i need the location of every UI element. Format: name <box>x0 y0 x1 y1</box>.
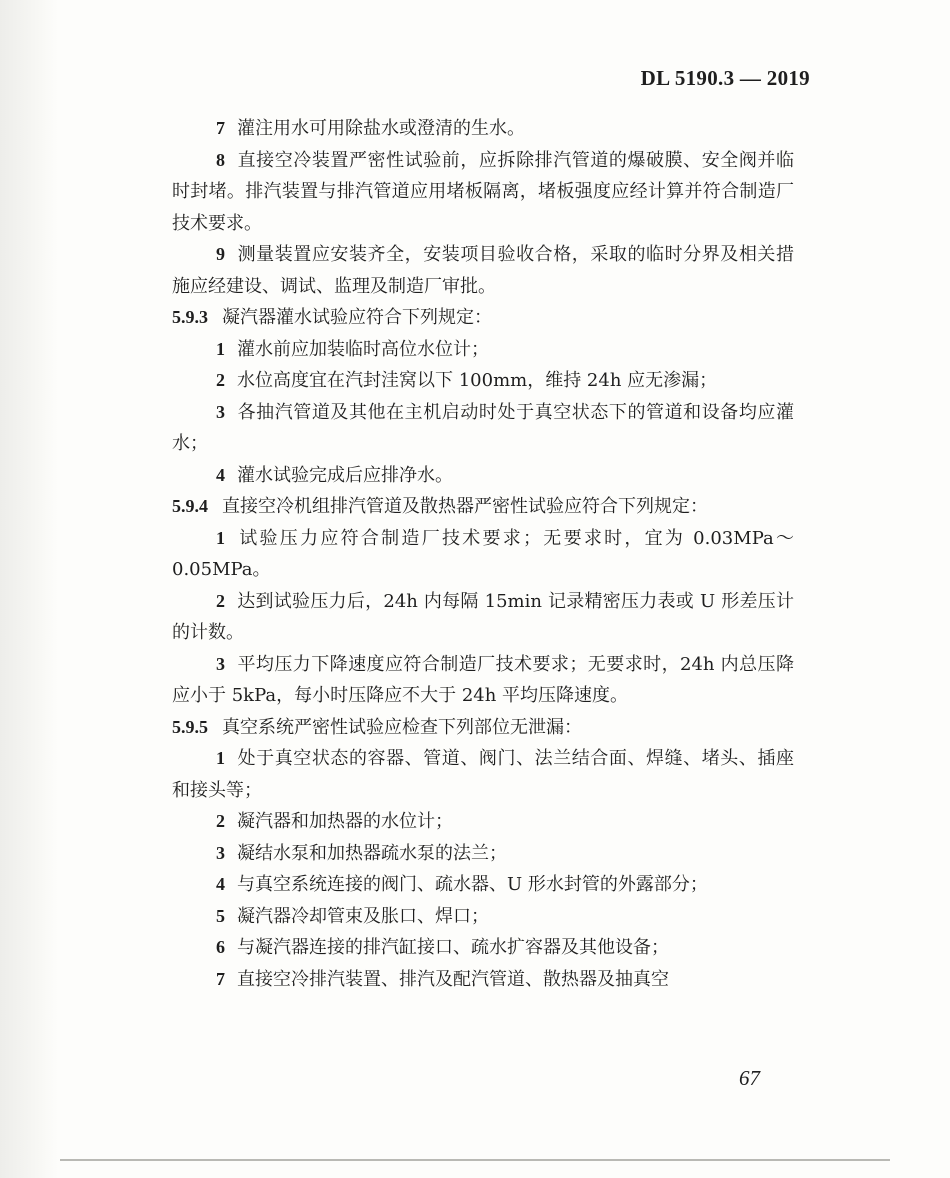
item-number: 3 <box>216 653 225 674</box>
item-number: 1 <box>216 527 225 548</box>
section-number: 5.9.3 <box>172 307 208 327</box>
section-text: 直接空冷机组排汽管道及散热器严密性试验应符合下列规定： <box>222 496 708 517</box>
bottom-edge-line <box>60 1159 890 1161</box>
page-number: 67 <box>739 1066 760 1090</box>
item-number: 4 <box>216 874 225 894</box>
item-number: 2 <box>216 590 225 611</box>
item-number: 2 <box>216 370 225 390</box>
section-heading <box>172 491 794 523</box>
section-number: 5.9.5 <box>172 716 208 737</box>
paragraph-item <box>172 806 794 838</box>
paragraph-item <box>172 145 794 240</box>
item-text: 凝汽器和加热器的水位计； <box>237 811 453 832</box>
paragraph-item <box>172 523 794 586</box>
standard-code-header: DL 5190.3 — 2019 <box>640 66 810 90</box>
item-text: 测量装置应安装齐全，安装项目验收合格，采取的临时分界及相关措施应经建设、调试、监理及制造厂审批。 <box>172 244 794 297</box>
item-text: 直接空冷排汽装置、排汽及配汽管道、散热器及抽真空 <box>237 968 669 990</box>
item-text: 水位高度宜在汽封洼窝以下 100mm，维持 24h 应无渗漏； <box>237 370 718 391</box>
item-text: 灌水试验完成后应排净水。 <box>237 464 453 486</box>
item-text: 达到试验压力后，24h 内每隔 15min 记录精密压力表或 U 形差压计的计数。 <box>172 590 794 643</box>
paragraph-item <box>172 743 794 806</box>
section-heading <box>172 302 794 334</box>
paragraph-item <box>172 460 794 492</box>
item-number: 7 <box>216 118 225 138</box>
section-heading <box>172 712 794 744</box>
item-number: 3 <box>216 401 225 422</box>
item-text: 与凝汽器连接的排汽缸接口、疏水扩容器及其他设备； <box>237 937 669 958</box>
paragraph-item <box>172 932 794 964</box>
item-number: 2 <box>216 811 225 831</box>
paragraph-item <box>172 239 794 302</box>
item-number: 3 <box>216 842 225 863</box>
item-number: 4 <box>216 464 225 485</box>
item-number: 1 <box>216 748 225 768</box>
paragraph-item <box>172 869 794 901</box>
item-text: 灌水前应加装临时高位水位计； <box>237 338 489 360</box>
item-number: 5 <box>216 905 225 926</box>
item-number: 6 <box>216 937 225 957</box>
paragraph-item <box>172 901 794 933</box>
scan-edge-shadow <box>0 0 58 1178</box>
section-text: 真空系统严密性试验应检查下列部位无泄漏： <box>222 716 582 738</box>
item-text: 试验压力应符合制造厂技术要求；无要求时，宜为 0.03MPa～0.05MPa。 <box>172 527 794 580</box>
section-number: 5.9.4 <box>172 496 208 516</box>
paragraph-item <box>172 586 794 649</box>
body-text <box>172 113 794 995</box>
item-text: 处于真空状态的容器、管道、阀门、法兰结合面、焊缝、堵头、插座和接头等； <box>172 748 794 801</box>
item-number: 9 <box>216 244 225 264</box>
item-number: 1 <box>216 338 225 359</box>
paragraph-item <box>172 397 794 460</box>
item-number: 8 <box>216 149 225 170</box>
item-text: 凝结水泵和加热器疏水泵的法兰； <box>237 842 507 864</box>
paragraph-item <box>172 838 794 870</box>
paragraph-item <box>172 964 794 996</box>
section-text: 凝汽器灌水试验应符合下列规定： <box>222 307 492 328</box>
paragraph-item <box>172 113 794 145</box>
paragraph-item <box>172 334 794 366</box>
item-text: 直接空冷装置严密性试验前，应拆除排汽管道的爆破膜、安全阀并临时封堵。排汽装置与排汽管道应用堵板隔离，堵板强度应经计算并符合制造厂技术要求。 <box>172 149 794 234</box>
paragraph-item <box>172 365 794 397</box>
item-text: 灌注用水可用除盐水或澄清的生水。 <box>237 118 525 139</box>
paragraph-item <box>172 649 794 712</box>
item-text: 各抽汽管道及其他在主机启动时处于真空状态下的管道和设备均应灌水； <box>172 401 794 454</box>
item-text: 凝汽器冷却管束及胀口、焊口； <box>237 905 489 927</box>
item-text: 与真空系统连接的阀门、疏水器、U 形水封管的外露部分； <box>237 874 708 895</box>
item-text: 平均压力下降速度应符合制造厂技术要求；无要求时，24h 内总压降应小于 5kPa，每小时压降应不大于 24h 平均压降速度。 <box>172 653 794 706</box>
item-number: 7 <box>216 968 225 989</box>
